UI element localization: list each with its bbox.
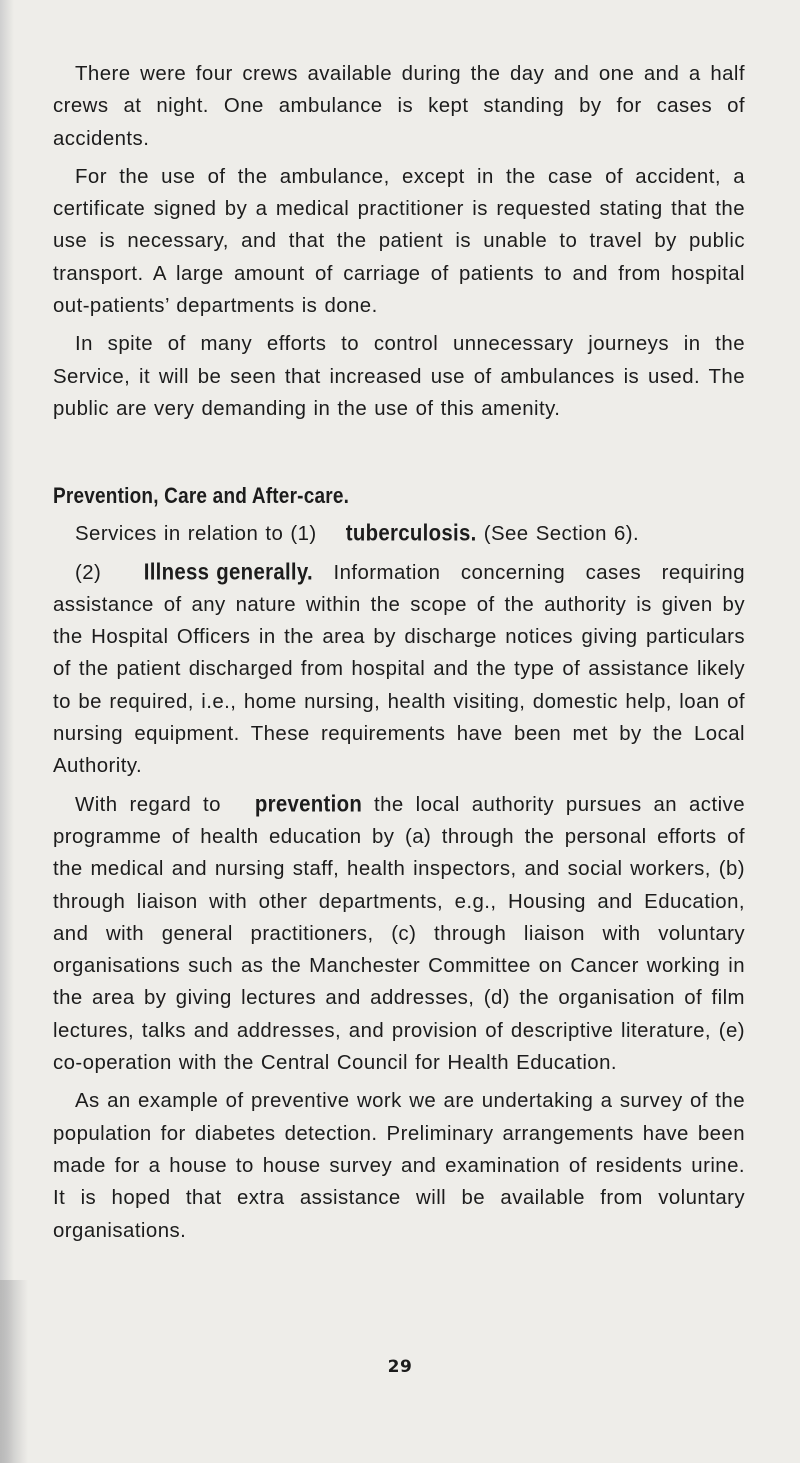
prevention-paragraph xyxy=(53,789,745,1080)
page-body xyxy=(53,58,745,1247)
illness-text-post: Information concerning cases requiring assistance of any nature within the scope of the authority is given by the Hospital Officers in the area by discharge notices giving particulars of the patient discharged from hospital and the type of assistance likely to be required, i.e., home nursing, health visiting, domestic help, loan of nursing equipment. These requirements have been met by the Local Authority. xyxy=(53,561,745,778)
prevention-text-pre: With regard to xyxy=(75,793,233,816)
tuberculosis-text-pre: Services in relation to (1) xyxy=(75,523,324,546)
diabetes-survey-paragraph: As an example of preventive work we are undertaking a survey of the population for diabetes detection. Preliminary arrangements have been made for a house to house survey and examination of residents urine. It is hoped that extra assistance will be available from voluntary organisations. xyxy=(53,1090,745,1242)
illness-keyword: Illness generally. xyxy=(143,560,313,585)
section-heading: Prevention, Care and After-care. xyxy=(53,484,350,510)
ambulance-certificate-paragraph: For the use of the ambulance, except in the case of accident, a certificate signed by a medical practitioner is requested stating that the use is necessary, and that the patient is unable to travel by public transport. A large amount of carriage of patients to and from hospital out-patients’ departments is done. xyxy=(53,165,745,318)
prevention-keyword: prevention xyxy=(254,792,363,817)
tuberculosis-text-post: (See Section 6). xyxy=(476,523,640,546)
ambulance-crews-paragraph: There were four crews available during the day and one and a half crews at night. One ambulance is kept standing by for cases of accidents. xyxy=(53,63,745,150)
tuberculosis-keyword: tuberculosis. xyxy=(345,521,477,547)
page-edge-shadow xyxy=(0,0,14,1463)
illness-paragraph xyxy=(53,557,745,783)
page-number: 29 xyxy=(387,1357,413,1377)
illness-text-pre: (2) xyxy=(75,561,122,584)
tuberculosis-paragraph xyxy=(53,518,745,550)
prevention-text-post: the local authority pursues an active programme of health education by (a) through the personal efforts of the medical and nursing staff, health inspectors, and social workers, (b) through liaison with other departments, e.g., Housing and Education, and with general practitioners, (c) through liaison with voluntary organisations such as the Manchester Committee on Cancer working in the area by giving lectures and addresses, (d) the organisation of film lectures, talks and addresses, and provision of descriptive literature, (e) co-operation with the Central Council for Health Education. xyxy=(53,793,745,1075)
ambulance-journeys-paragraph: In spite of many efforts to control unnecessary journeys in the Service, it will be seen that increased use of ambulances is used. The public are very demanding in the use of this amenity. xyxy=(53,333,745,420)
